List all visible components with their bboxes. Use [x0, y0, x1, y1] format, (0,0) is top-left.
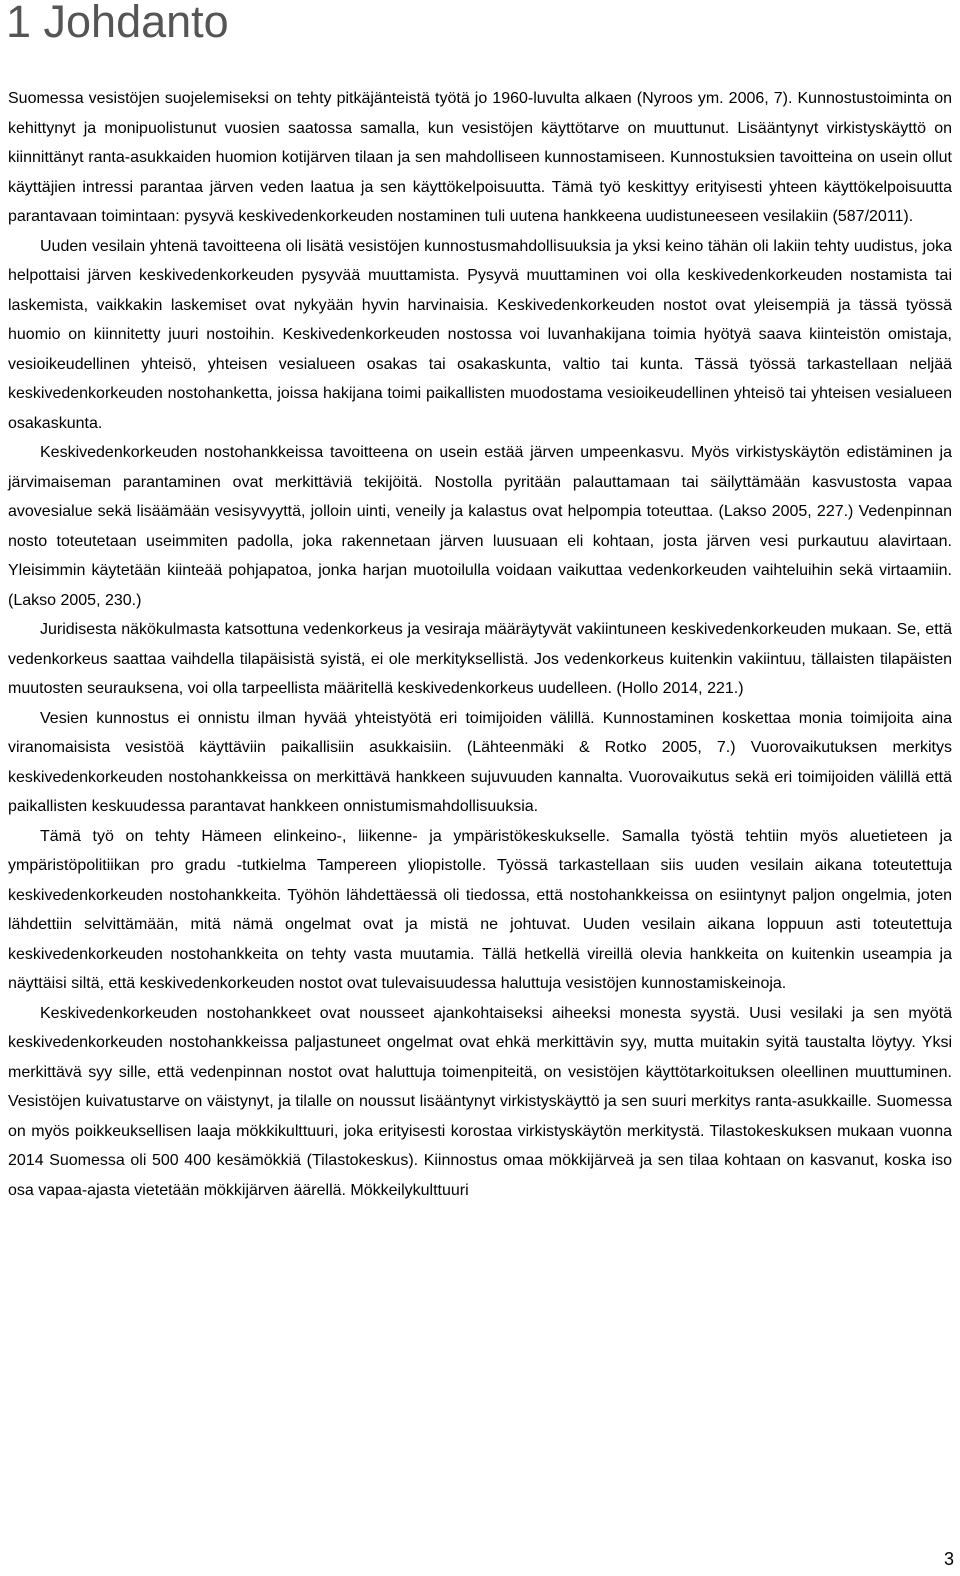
paragraph-6: Tämä työ on tehty Hämeen elinkeino-, liikenne- ja ympäristökeskukselle. Samalla työstä tehtiin myös aluetieteen ja ympäristöpolitiikan pro gradu -tutkielma Tampereen yliopistolle. Työssä tarkastellaan siis uuden vesilain aikana toteutettuja keskivedenkorkeuden nostohankkeita. Työhön lähdettäessä oli tiedossa, että nostohankkeissa on esiintynyt paljon ongelmia, joten lähdettiin selvittämään, mitä nämä ongelmat ovat ja mistä ne johtuvat. Uuden vesilain aikana loppuun asti toteutettuja keskivedenkorkeuden nostohankkeita on tehty vasta muutamia. Tällä hetkellä vireillä olevia hankkeita on kuitenkin useampia ja näyttäisi siltä, että keskivedenkorkeuden nostot ovat tulevaisuudessa haluttuja vesistöjen kunnostamiskeinoja.	[8, 827, 952, 992]
paragraph-1: Suomessa vesistöjen suojelemiseksi on tehty pitkäjänteistä työtä jo 1960-luvulta alkaen (Nyroos ym. 2006, 7). Kunnostustoiminta on kehittynyt ja monipuolistunut vuosien saatossa samalla, kun vesistöjen käyttötarve on muuttunut. Lisääntynyt virkistyskäyttö on kiinnittänyt ranta-asukkaiden huomion kotijärven tilaan ja sen mahdolliseen kunnostamiseen. Kunnostuksien tavoitteina on usein ollut käyttäjien intressi parantaa järven veden laatua ja sen käyttökelpoisuutta. Tämä työ keskittyy erityisesti yhteen käyttökelpoisuutta parantavaan toimintaan: pysyvä keskivedenkorkeuden nostaminen tuli uutena hankkeena uudistuneeseen vesilakiin (587/2011).	[8, 90, 952, 225]
chapter-heading: 1 Johdanto	[6, 0, 229, 47]
paragraph-4: Juridisesta näkökulmasta katsottuna vedenkorkeus ja vesiraja määräytyvät vakiintuneen keskivedenkorkeuden mukaan. Se, että vedenkorkeus saattaa vaihdella tilapäisistä syistä, ei ole merkityksellistä. Jos vedenkorkeus kuitenkin vakiintuu, tällaisten tilapäisten muutosten seurauksena, voi olla tarpeellista määritellä keskivedenkorkeus uudelleen. (Hollo 2014, 221.)	[8, 621, 952, 697]
paragraph-5: Vesien kunnostus ei onnistu ilman hyvää yhteistyötä eri toimijoiden välillä. Kunnostaminen koskettaa monia toimijoita aina viranomaisista vesistöä käyttäviin paikallisiin asukkaisiin. (Lähteenmäki & Rotko 2005, 7.) Vuorovaikutuksen merkitys keskivedenkorkeuden nostohankkeissa on merkittävä hankkeen sujuvuuden kannalta. Vuorovaikutus sekä eri toimijoiden välillä että paikallisten keskuudessa parantavat hankkeen onnistumismahdollisuuksia.	[8, 709, 952, 815]
paragraph-3: Keskivedenkorkeuden nostohankkeissa tavoitteena on usein estää järven umpeenkasvu. Myös virkistyskäytön edistäminen ja järvimaiseman parantaminen ovat merkittäviä tekijöitä. Nostolla pyritään palauttamaan tai säilyttämään kasvustosta vapaa avovesialue sekä lisäämään vesisyvyyttä, jolloin uinti, veneily ja kalastus ovat helpompia toteuttaa. (Lakso 2005, 227.) Vedenpinnan nosto toteutetaan useimmiten padolla, joka rakennetaan järven luusuaan eli kohtaan, josta järven vesi purkautuu alavirtaan. Yleisimmin käytetään kiinteää pohjapatoa, jonka harjan muotoilulla voidaan vaikuttaa vedenkorkeuden vaihteluihin sekä virtaamiin. (Lakso 2005, 230.)	[8, 444, 952, 609]
paragraph-7: Keskivedenkorkeuden nostohankkeet ovat nousseet ajankohtaiseksi aiheeksi monesta syystä. Uusi vesilaki ja sen myötä keskivedenkorkeuden nostohankkeissa paljastuneet ongelmat ovat ehkä merkittävin syy, mutta muitakin syitä taustalta löytyy. Yksi merkittävä syy sille, että vedenpinnan nostot ovat haluttuja toimenpiteitä, on vesistöjen käyttötarkoituksen oleellinen muuttuminen. Vesistöjen kuivatustarve on väistynyt, ja tilalle on noussut lisääntynyt virkistyskäyttö ja sen suuri merkitys ranta-asukkaille. Suomessa on myös poikkeuksellisen laaja mökkikulttuuri, joka erityisesti korostaa virkistyskäytön merkitystä. Tilastokeskuksen mukaan vuonna 2014 Suomessa oli 500 400 kesämökkiä (Tilastokeskus). Kiinnostus omaa mökkijärveä ja sen tilaa kohtaan on kasvanut, koska iso osa vapaa-ajasta vietetään mökkijärven äärellä. Mökkeilykulttuuri	[8, 1004, 952, 1199]
paragraph-2: Uuden vesilain yhtenä tavoitteena oli lisätä vesistöjen kunnostusmahdollisuuksia ja yksi keino tähän oli lakiin tehty uudistus, joka helpottaisi järven keskivedenkorkeuden pysyvää muuttamista. Pysyvä muuttaminen voi olla keskivedenkorkeuden nostamista tai laskemista, vaikkakin laskemiset ovat nykyään hyvin harvinaisia. Keskivedenkorkeuden nostot ovat yleisempiä ja tässä työssä huomio on kiinnitetty juuri nostoihin. Keskivedenkorkeuden nostossa voi luvanhakijana toimia hyötyä saava kiinteistön omistaja, vesioikeudellinen yhteisö, yhteisen vesialueen osakas tai osakaskunta, valtio tai kunta. Tässä työssä tarkastellaan neljää keskivedenkorkeuden nostohanketta, joissa hakijana toimi paikallisten muodostama vesioikeudellinen yhteisö tai yhteisen vesialueen osakaskunta.	[8, 237, 952, 432]
body-text	[8, 84, 952, 1205]
page-number: 3	[943, 1549, 954, 1569]
